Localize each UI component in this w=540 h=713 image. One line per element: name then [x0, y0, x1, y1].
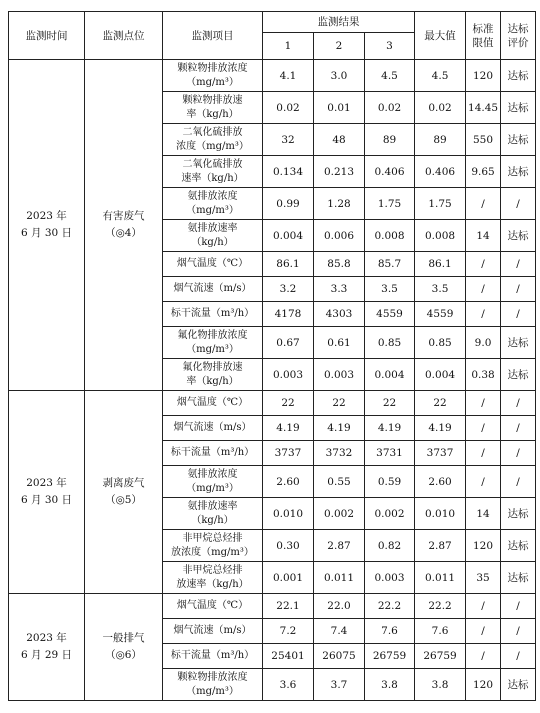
standard-limit: /	[466, 466, 501, 498]
result-3: 0.406	[365, 156, 415, 188]
result-3: 1.75	[365, 188, 415, 220]
compliance-eval: 达标	[501, 359, 536, 391]
result-1: 25401	[263, 644, 314, 669]
monitoring-item: 氨排放浓度 （mg/m³）	[163, 466, 263, 498]
result-3: 0.59	[365, 466, 415, 498]
compliance-eval: /	[501, 188, 536, 220]
result-2: 3.0	[314, 60, 365, 92]
result-2: 4.19	[314, 416, 365, 441]
result-3: 89	[365, 124, 415, 156]
monitoring-item: 氨排放速率 （kg/h）	[163, 498, 263, 530]
result-3: 22.2	[365, 594, 415, 619]
result-1: 0.001	[263, 562, 314, 594]
monitoring-item: 烟气流速（m/s）	[163, 277, 263, 302]
max-value: 2.60	[415, 466, 466, 498]
result-1: 3737	[263, 441, 314, 466]
compliance-eval: /	[501, 441, 536, 466]
result-2: 3.3	[314, 277, 365, 302]
result-3: 0.002	[365, 498, 415, 530]
compliance-eval: 达标	[501, 60, 536, 92]
result-2: 48	[314, 124, 365, 156]
monitoring-item: 非甲烷总烃排 放浓度（mg/m³）	[163, 530, 263, 562]
monitoring-item: 二氧化硫排放 速率（kg/h）	[163, 156, 263, 188]
result-1: 22	[263, 391, 314, 416]
monitoring-item: 氟化物排放浓度 （mg/m³）	[163, 327, 263, 359]
max-value: 22	[415, 391, 466, 416]
compliance-eval: 达标	[501, 220, 536, 252]
standard-limit: /	[466, 619, 501, 644]
table-body	[9, 60, 536, 701]
monitoring-item: 颗粒物排放浓度 （mg/m³）	[163, 669, 263, 701]
monitoring-item: 烟气温度（℃）	[163, 594, 263, 619]
result-2: 0.01	[314, 92, 365, 124]
standard-limit: 14	[466, 220, 501, 252]
compliance-eval: 达标	[501, 562, 536, 594]
result-2: 26075	[314, 644, 365, 669]
standard-limit: /	[466, 416, 501, 441]
compliance-eval: /	[501, 619, 536, 644]
monitoring-item: 标干流量（m³/h）	[163, 441, 263, 466]
result-3: 0.82	[365, 530, 415, 562]
standard-limit: 9.0	[466, 327, 501, 359]
header-eval: 达标 评价	[501, 12, 536, 60]
monitoring-item: 烟气流速（m/s）	[163, 416, 263, 441]
compliance-eval: /	[501, 644, 536, 669]
result-2: 3732	[314, 441, 365, 466]
max-value: 0.011	[415, 562, 466, 594]
standard-limit: /	[466, 594, 501, 619]
compliance-eval: /	[501, 277, 536, 302]
standard-limit: 120	[466, 530, 501, 562]
result-1: 4178	[263, 302, 314, 327]
result-3: 0.003	[365, 562, 415, 594]
result-2: 2.87	[314, 530, 365, 562]
result-1: 2.60	[263, 466, 314, 498]
max-value: 0.004	[415, 359, 466, 391]
monitoring-item: 二氧化硫排放 浓度（mg/m³）	[163, 124, 263, 156]
header-results: 监测结果	[263, 12, 415, 33]
header-item: 监测项目	[163, 12, 263, 60]
standard-limit: /	[466, 252, 501, 277]
result-3: 22	[365, 391, 415, 416]
compliance-eval: 达标	[501, 327, 536, 359]
result-2: 85.8	[314, 252, 365, 277]
result-3: 3731	[365, 441, 415, 466]
max-value: 86.1	[415, 252, 466, 277]
result-1: 22.1	[263, 594, 314, 619]
result-3: 0.85	[365, 327, 415, 359]
monitoring-date: 2023 年 6 月 29 日	[9, 594, 85, 701]
max-value: 0.406	[415, 156, 466, 188]
monitoring-item: 烟气温度（℃）	[163, 252, 263, 277]
monitoring-site: 有害废气 （◎4）	[85, 60, 163, 391]
result-1: 0.134	[263, 156, 314, 188]
result-3: 0.008	[365, 220, 415, 252]
standard-limit: 0.38	[466, 359, 501, 391]
standard-limit: /	[466, 391, 501, 416]
result-1: 3.6	[263, 669, 314, 701]
result-1: 86.1	[263, 252, 314, 277]
monitoring-site: 剥离废气 （◎5）	[85, 391, 163, 594]
monitoring-date: 2023 年 6 月 30 日	[9, 391, 85, 594]
standard-limit: /	[466, 302, 501, 327]
result-2: 4303	[314, 302, 365, 327]
header-site: 监测点位	[85, 12, 163, 60]
monitoring-item: 颗粒物排放浓度 （mg/m³）	[163, 60, 263, 92]
monitoring-date: 2023 年 6 月 30 日	[9, 60, 85, 391]
monitoring-item: 氨排放浓度 （mg/m³）	[163, 188, 263, 220]
result-3: 4559	[365, 302, 415, 327]
compliance-eval: 达标	[501, 498, 536, 530]
result-1: 0.30	[263, 530, 314, 562]
max-value: 3737	[415, 441, 466, 466]
result-1: 3.2	[263, 277, 314, 302]
table-row	[9, 594, 536, 619]
result-2: 0.55	[314, 466, 365, 498]
result-2: 0.213	[314, 156, 365, 188]
result-2: 0.61	[314, 327, 365, 359]
compliance-eval: /	[501, 466, 536, 498]
table-header	[9, 12, 536, 60]
result-1: 4.19	[263, 416, 314, 441]
standard-limit: /	[466, 441, 501, 466]
max-value: 3.8	[415, 669, 466, 701]
header-limit: 标准 限值	[466, 12, 501, 60]
result-1: 0.003	[263, 359, 314, 391]
result-3: 26759	[365, 644, 415, 669]
monitoring-item: 颗粒物排放速 率（kg/h）	[163, 92, 263, 124]
result-1: 0.004	[263, 220, 314, 252]
result-1: 4.1	[263, 60, 314, 92]
max-value: 4.5	[415, 60, 466, 92]
compliance-eval: /	[501, 302, 536, 327]
header-max: 最大值	[415, 12, 466, 60]
result-2: 22.0	[314, 594, 365, 619]
monitoring-item: 非甲烷总烃排 放速率（kg/h）	[163, 562, 263, 594]
result-2: 0.011	[314, 562, 365, 594]
result-2: 0.006	[314, 220, 365, 252]
result-1: 0.67	[263, 327, 314, 359]
standard-limit: 550	[466, 124, 501, 156]
max-value: 0.02	[415, 92, 466, 124]
result-2: 7.4	[314, 619, 365, 644]
monitoring-item: 烟气温度（℃）	[163, 391, 263, 416]
max-value: 4.19	[415, 416, 466, 441]
max-value: 3.5	[415, 277, 466, 302]
monitoring-item: 氨排放速率 （kg/h）	[163, 220, 263, 252]
compliance-eval: /	[501, 594, 536, 619]
max-value: 0.85	[415, 327, 466, 359]
max-value: 1.75	[415, 188, 466, 220]
header-result-3: 3	[365, 33, 415, 60]
result-1: 0.99	[263, 188, 314, 220]
standard-limit: /	[466, 277, 501, 302]
result-3: 0.02	[365, 92, 415, 124]
result-2: 22	[314, 391, 365, 416]
monitoring-site: 一般排气 （◎6）	[85, 594, 163, 701]
monitoring-table	[8, 11, 536, 701]
compliance-eval: 达标	[501, 156, 536, 188]
compliance-eval: 达标	[501, 530, 536, 562]
standard-limit: 14	[466, 498, 501, 530]
compliance-eval: 达标	[501, 124, 536, 156]
max-value: 26759	[415, 644, 466, 669]
standard-limit: 14.45	[466, 92, 501, 124]
standard-limit: 120	[466, 60, 501, 92]
header-time: 监测时间	[9, 12, 85, 60]
table-row	[9, 391, 536, 416]
standard-limit: /	[466, 644, 501, 669]
result-1: 32	[263, 124, 314, 156]
result-3: 7.6	[365, 619, 415, 644]
max-value: 0.010	[415, 498, 466, 530]
header-result-2: 2	[314, 33, 365, 60]
table-row	[9, 60, 536, 92]
max-value: 0.008	[415, 220, 466, 252]
result-3: 3.5	[365, 277, 415, 302]
standard-limit: 120	[466, 669, 501, 701]
max-value: 4559	[415, 302, 466, 327]
compliance-eval: 达标	[501, 92, 536, 124]
result-3: 4.5	[365, 60, 415, 92]
standard-limit: 35	[466, 562, 501, 594]
standard-limit: 9.65	[466, 156, 501, 188]
max-value: 22.2	[415, 594, 466, 619]
result-3: 85.7	[365, 252, 415, 277]
result-1: 0.02	[263, 92, 314, 124]
max-value: 7.6	[415, 619, 466, 644]
monitoring-item: 氟化物排放速 率（kg/h）	[163, 359, 263, 391]
monitoring-item: 标干流量（m³/h）	[163, 302, 263, 327]
header-result-1: 1	[263, 33, 314, 60]
compliance-eval: 达标	[501, 669, 536, 701]
compliance-eval: /	[501, 416, 536, 441]
result-3: 3.8	[365, 669, 415, 701]
standard-limit: /	[466, 188, 501, 220]
monitoring-item: 烟气流速（m/s）	[163, 619, 263, 644]
result-3: 4.19	[365, 416, 415, 441]
result-1: 7.2	[263, 619, 314, 644]
max-value: 89	[415, 124, 466, 156]
result-2: 3.7	[314, 669, 365, 701]
max-value: 2.87	[415, 530, 466, 562]
monitoring-item: 标干流量（m³/h）	[163, 644, 263, 669]
result-2: 1.28	[314, 188, 365, 220]
result-1: 0.010	[263, 498, 314, 530]
result-2: 0.002	[314, 498, 365, 530]
compliance-eval: /	[501, 252, 536, 277]
result-3: 0.004	[365, 359, 415, 391]
compliance-eval: /	[501, 391, 536, 416]
result-2: 0.003	[314, 359, 365, 391]
